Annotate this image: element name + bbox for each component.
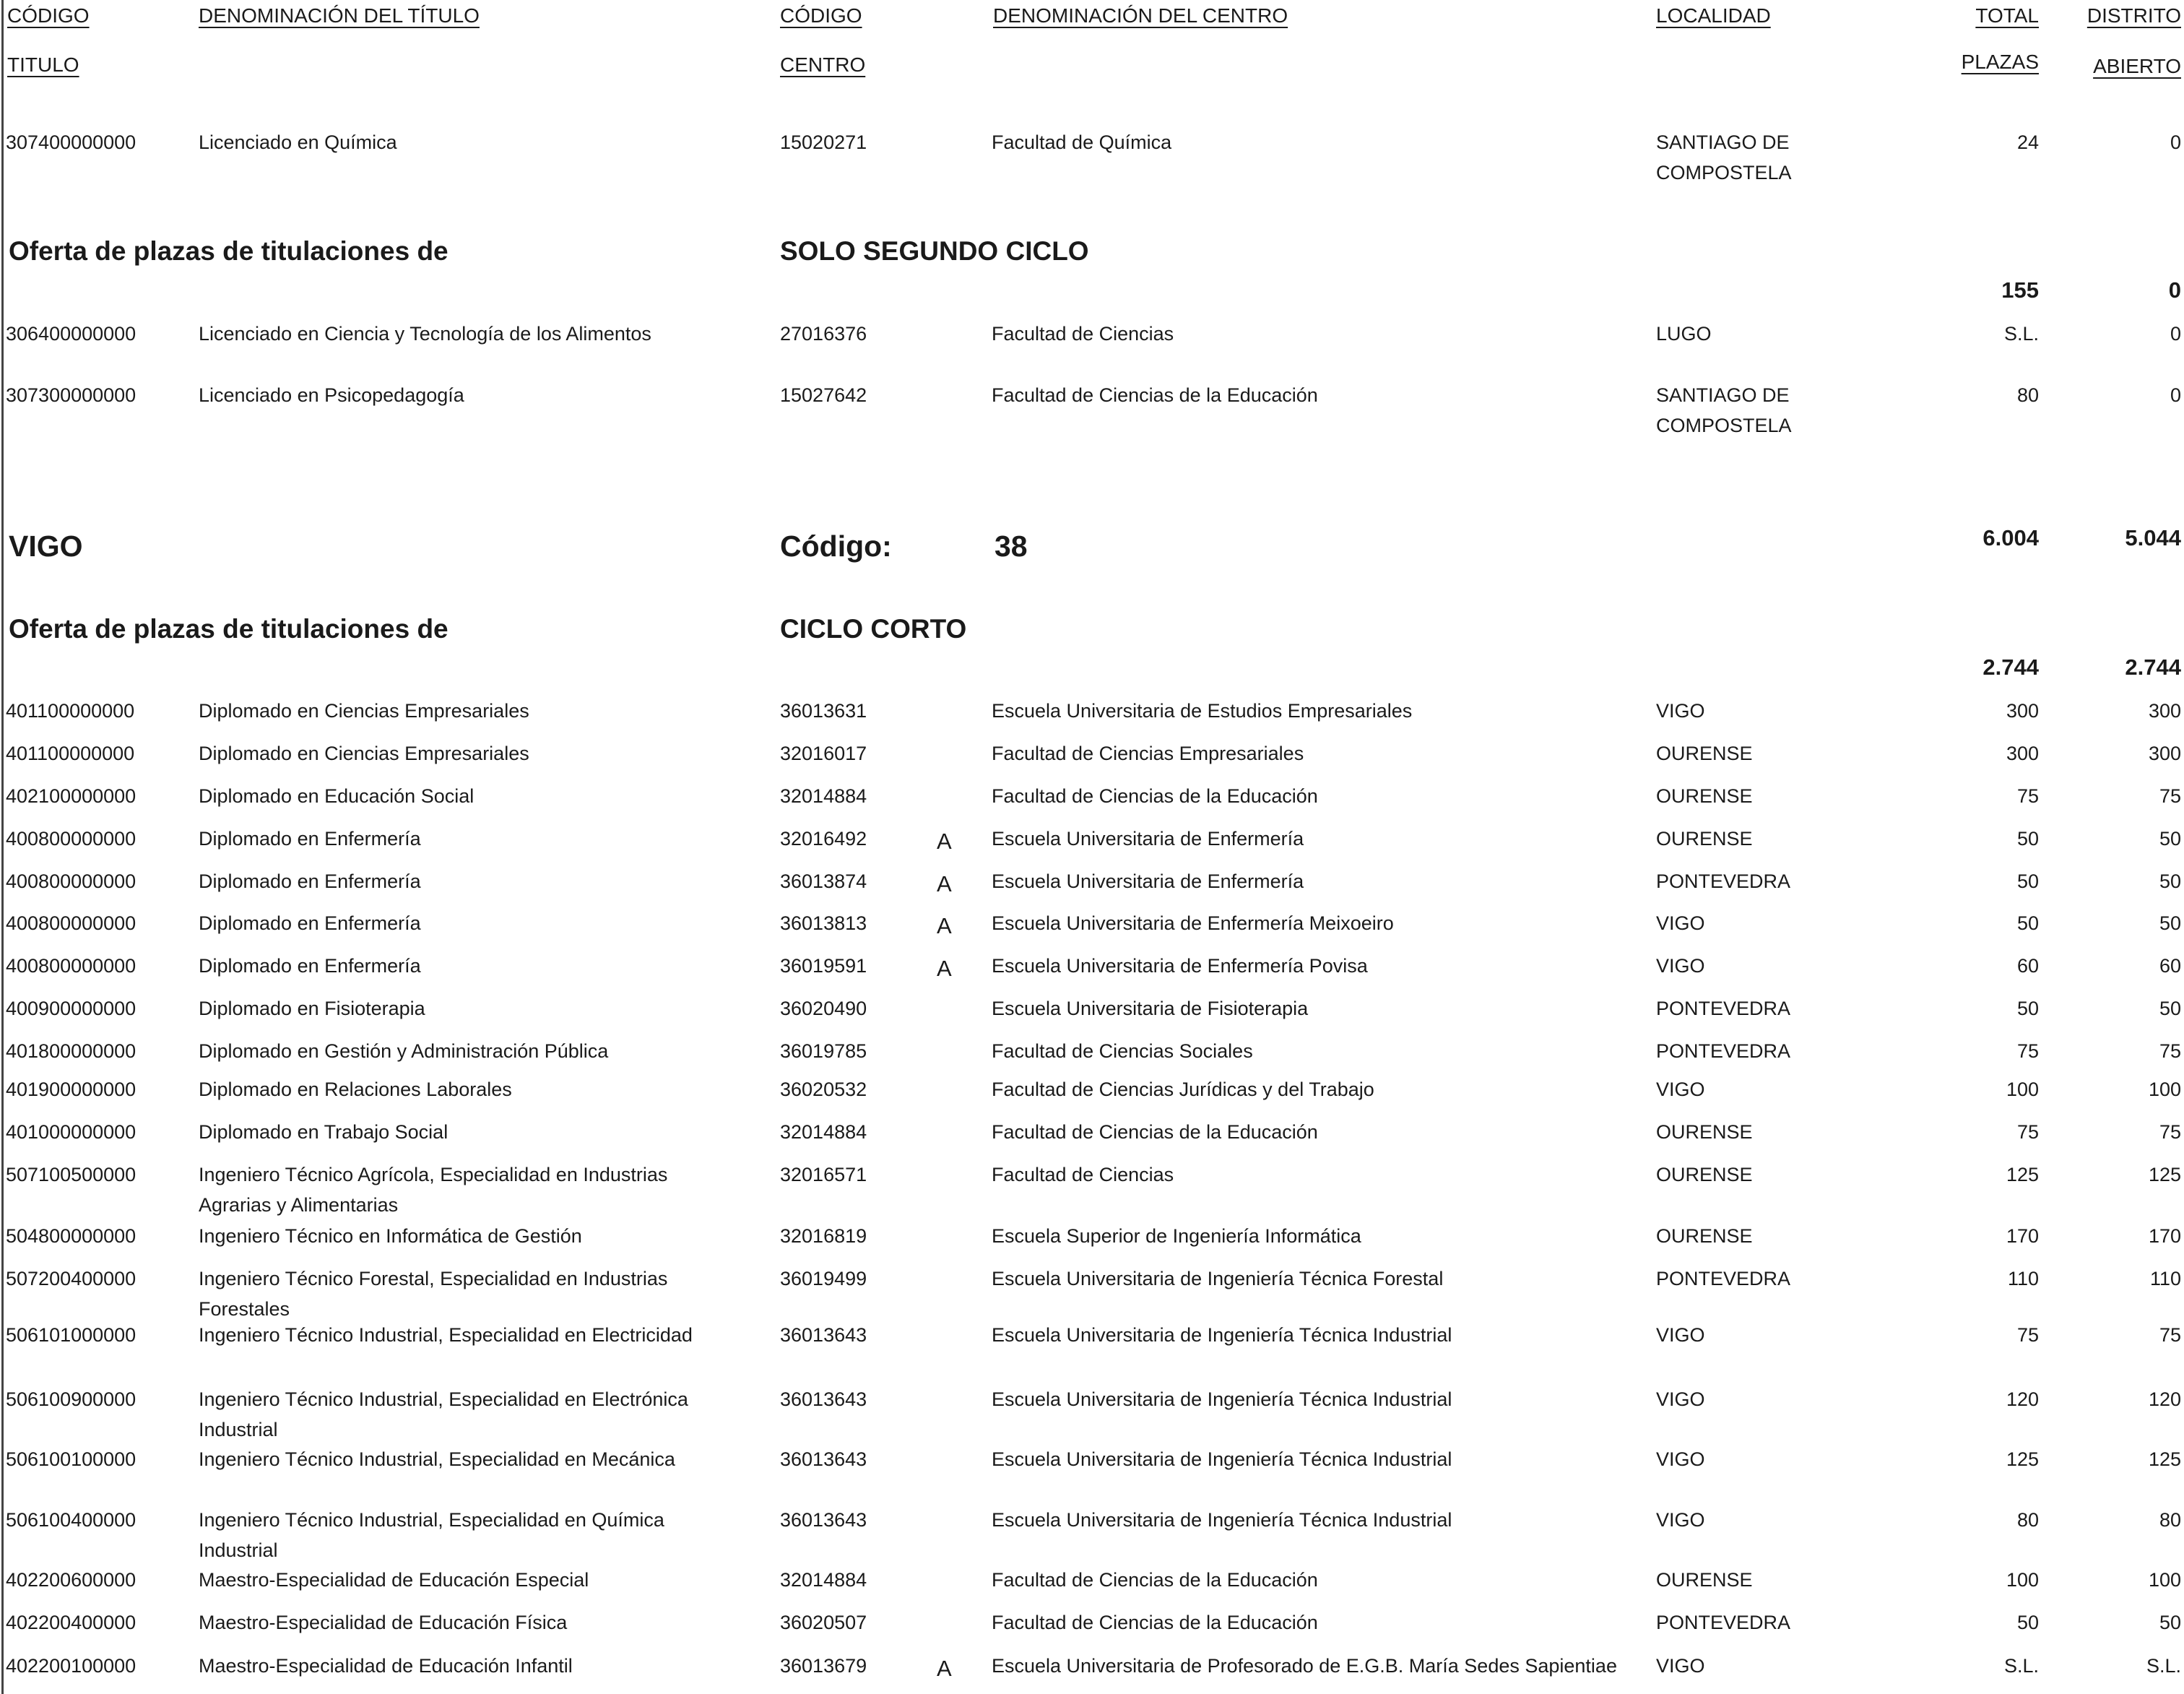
university-code-label: Código: bbox=[780, 530, 892, 563]
cell-total-plazas: 60 bbox=[2016, 955, 2039, 977]
cell-codigo-centro: 36013874 bbox=[780, 870, 867, 892]
cell-codigo-titulo: 401000000000 bbox=[6, 1121, 136, 1143]
cell-distrito-abierto: 110 bbox=[2149, 1268, 2181, 1289]
section-total: 2.744 bbox=[1982, 654, 2039, 680]
cell-codigo-centro: 36013643 bbox=[780, 1388, 867, 1410]
cell-localidad: PONTEVEDRA bbox=[1656, 1268, 1791, 1289]
cell-localidad: OURENSE bbox=[1656, 1164, 1753, 1185]
cell-codigo-centro: 36013643 bbox=[780, 1448, 867, 1470]
cell-codigo-centro: 32014884 bbox=[780, 785, 867, 807]
header-codigo-centro: CÓDIGO bbox=[780, 4, 862, 27]
cell-distrito-abierto: 60 bbox=[2159, 955, 2181, 977]
cell-codigo-centro: 36019591 bbox=[780, 955, 867, 977]
cell-denominacion-centro: Facultad de Ciencias bbox=[992, 323, 1174, 345]
cell-codigo-titulo: 400800000000 bbox=[6, 955, 136, 977]
cell-codigo-titulo: 401100000000 bbox=[6, 700, 135, 722]
cell-localidad: PONTEVEDRA bbox=[1656, 998, 1791, 1019]
cell-codigo-titulo: 307300000000 bbox=[6, 384, 136, 406]
cell-codigo-centro: 36019499 bbox=[780, 1268, 867, 1289]
cell-localidad: OURENSE bbox=[1656, 785, 1753, 807]
cell-denominacion-titulo: Diplomado en Gestión y Administración Pública bbox=[199, 1040, 609, 1062]
cell-codigo-centro: 15020271 bbox=[780, 131, 867, 153]
cell-codigo-centro: 36013643 bbox=[780, 1324, 867, 1346]
cell-denominacion-titulo: Ingeniero Técnico en Informática de Gestión bbox=[199, 1225, 582, 1247]
cell-localidad: VIGO bbox=[1656, 1655, 1705, 1677]
cell-distrito-abierto: S.L. bbox=[2146, 1655, 2181, 1677]
cell-localidad: OURENSE bbox=[1656, 1225, 1753, 1247]
cell-codigo-centro: 27016376 bbox=[780, 323, 867, 345]
cell-denominacion-titulo: Ingeniero Técnico Industrial, Especialidad en Química bbox=[199, 1509, 664, 1531]
university-code: 38 bbox=[994, 530, 1028, 563]
header-denominacion-centro: DENOMINACIÓN DEL CENTRO bbox=[993, 4, 1288, 27]
cell-localidad: PONTEVEDRA bbox=[1656, 1612, 1791, 1633]
cell-codigo-centro: 36013679 bbox=[780, 1655, 867, 1677]
cell-distrito-abierto: 75 bbox=[2159, 1121, 2181, 1143]
cell-denominacion-titulo: Diplomado en Ciencias Empresariales bbox=[199, 743, 529, 764]
cell-mark: A bbox=[937, 871, 952, 896]
cell-denominacion-titulo: Diplomado en Enfermería bbox=[199, 870, 421, 892]
cell-denominacion-titulo: Diplomado en Educación Social bbox=[199, 785, 474, 807]
cell-codigo-titulo: 400800000000 bbox=[6, 912, 136, 934]
cell-distrito-abierto: 0 bbox=[2170, 384, 2181, 406]
section-total: 155 bbox=[2001, 277, 2039, 303]
cell-denominacion-centro: Facultad de Ciencias de la Educación bbox=[992, 785, 1318, 807]
cell-denominacion-titulo: Licenciado en Química bbox=[199, 131, 397, 153]
cell-codigo-titulo: 506100400000 bbox=[6, 1509, 136, 1531]
cell-denominacion-centro: Escuela Universitaria de Ingeniería Técnica Industrial bbox=[992, 1448, 1452, 1470]
cell-denominacion-centro: Facultad de Ciencias Empresariales bbox=[992, 743, 1304, 764]
cell-denominacion-centro: Facultad de Ciencias bbox=[992, 1164, 1174, 1185]
cell-denominacion-titulo: Ingeniero Técnico Agrícola, Especialidad en Industrias bbox=[199, 1164, 668, 1185]
section-type: SOLO SEGUNDO CICLO bbox=[780, 236, 1089, 266]
cell-codigo-titulo: 507200400000 bbox=[6, 1268, 136, 1289]
cell-codigo-titulo: 402200400000 bbox=[6, 1612, 136, 1633]
cell-codigo-titulo: 402200100000 bbox=[6, 1655, 136, 1677]
cell-denominacion-centro: Facultad de Ciencias Jurídicas y del Trabajo bbox=[992, 1079, 1374, 1100]
cell-denominacion-titulo-cont: Industrial bbox=[199, 1539, 278, 1561]
cell-denominacion-centro: Escuela Universitaria de Enfermería Meixoeiro bbox=[992, 912, 1394, 934]
cell-localidad: VIGO bbox=[1656, 1509, 1705, 1531]
cell-distrito-abierto: 170 bbox=[2148, 1225, 2181, 1247]
cell-total-plazas: 120 bbox=[2006, 1388, 2039, 1410]
cell-total-plazas: 300 bbox=[2006, 700, 2039, 722]
cell-total-plazas: 80 bbox=[2016, 1509, 2039, 1531]
cell-distrito-abierto: 100 bbox=[2148, 1569, 2181, 1591]
cell-codigo-centro: 36013813 bbox=[780, 912, 867, 934]
cell-codigo-titulo: 504800000000 bbox=[6, 1225, 136, 1247]
cell-denominacion-centro: Facultad de Ciencias de la Educación bbox=[992, 1569, 1318, 1591]
section-label: Oferta de plazas de titulaciones de bbox=[9, 236, 448, 266]
cell-localidad: VIGO bbox=[1656, 1388, 1705, 1410]
cell-total-plazas: 50 bbox=[2016, 912, 2039, 934]
cell-localidad: PONTEVEDRA bbox=[1656, 870, 1791, 892]
cell-denominacion-titulo: Diplomado en Relaciones Laborales bbox=[199, 1079, 512, 1100]
cell-denominacion-centro: Escuela Universitaria de Ingeniería Técnica Industrial bbox=[992, 1324, 1452, 1346]
cell-distrito-abierto: 300 bbox=[2148, 700, 2181, 722]
cell-denominacion-titulo: Ingeniero Técnico Industrial, Especialidad en Electricidad bbox=[199, 1324, 693, 1346]
cell-denominacion-centro: Escuela Universitaria de Profesorado de E.G.B. María Sedes Sapientiae bbox=[992, 1655, 1617, 1677]
cell-total-plazas: 300 bbox=[2006, 743, 2039, 764]
cell-distrito-abierto: 50 bbox=[2159, 870, 2181, 892]
cell-distrito-abierto: 120 bbox=[2148, 1388, 2181, 1410]
cell-codigo-centro: 36019785 bbox=[780, 1040, 867, 1062]
cell-codigo-titulo: 507100500000 bbox=[6, 1164, 136, 1185]
header-total-plazas-2: PLAZAS bbox=[1961, 51, 2039, 73]
section-open: 2.744 bbox=[2125, 654, 2181, 680]
cell-distrito-abierto: 75 bbox=[2159, 785, 2181, 807]
cell-codigo-titulo: 400800000000 bbox=[6, 828, 136, 850]
cell-denominacion-titulo: Diplomado en Enfermería bbox=[199, 828, 421, 850]
cell-total-plazas: 50 bbox=[2016, 828, 2039, 850]
cell-distrito-abierto: 50 bbox=[2159, 912, 2181, 934]
cell-codigo-titulo: 506101000000 bbox=[6, 1324, 136, 1346]
cell-codigo-titulo: 306400000000 bbox=[6, 323, 136, 345]
cell-codigo-titulo: 400900000000 bbox=[6, 998, 136, 1019]
cell-localidad: SANTIAGO DE bbox=[1656, 384, 1790, 406]
cell-distrito-abierto: 125 bbox=[2148, 1448, 2181, 1470]
cell-denominacion-titulo-cont: Agrarias y Alimentarias bbox=[199, 1194, 399, 1216]
cell-denominacion-titulo-cont: Industrial bbox=[199, 1419, 278, 1440]
cell-codigo-titulo: 401800000000 bbox=[6, 1040, 136, 1062]
cell-codigo-centro: 32016017 bbox=[780, 743, 867, 764]
cell-total-plazas: S.L. bbox=[2003, 323, 2039, 345]
header-distrito-abierto: DISTRITO bbox=[2086, 4, 2181, 27]
cell-distrito-abierto: 50 bbox=[2159, 1612, 2181, 1633]
cell-distrito-abierto: 0 bbox=[2170, 131, 2181, 153]
cell-total-plazas: S.L. bbox=[2003, 1655, 2039, 1677]
cell-codigo-centro: 36020507 bbox=[780, 1612, 867, 1633]
cell-mark: A bbox=[937, 956, 952, 981]
cell-distrito-abierto: 0 bbox=[2170, 323, 2181, 345]
cell-denominacion-titulo: Maestro-Especialidad de Educación Física bbox=[199, 1612, 568, 1633]
cell-total-plazas: 50 bbox=[2016, 1612, 2039, 1633]
cell-localidad: VIGO bbox=[1656, 912, 1705, 934]
cell-localidad: OURENSE bbox=[1656, 1569, 1753, 1591]
cell-total-plazas: 75 bbox=[2016, 1324, 2039, 1346]
cell-codigo-centro: 32016819 bbox=[780, 1225, 867, 1247]
cell-denominacion-titulo: Diplomado en Trabajo Social bbox=[199, 1121, 448, 1143]
cell-total-plazas: 170 bbox=[2006, 1225, 2039, 1247]
cell-denominacion-titulo: Diplomado en Enfermería bbox=[199, 912, 421, 934]
cell-denominacion-titulo: Ingeniero Técnico Industrial, Especialidad en Mecánica bbox=[199, 1448, 675, 1470]
cell-localidad: VIGO bbox=[1656, 1324, 1705, 1346]
cell-localidad: OURENSE bbox=[1656, 828, 1753, 850]
cell-total-plazas: 100 bbox=[2006, 1079, 2039, 1100]
cell-localidad: OURENSE bbox=[1656, 1121, 1753, 1143]
cell-total-plazas: 50 bbox=[2016, 998, 2039, 1019]
header-codigo-centro-2: CENTRO bbox=[780, 53, 866, 76]
cell-codigo-centro: 36020532 bbox=[780, 1079, 867, 1100]
cell-codigo-centro: 32014884 bbox=[780, 1569, 867, 1591]
header-codigo-titulo-2: TITULO bbox=[7, 53, 79, 76]
cell-denominacion-centro: Escuela Universitaria de Ingeniería Técnica Industrial bbox=[992, 1509, 1452, 1531]
cell-localidad: OURENSE bbox=[1656, 743, 1753, 764]
cell-total-plazas: 24 bbox=[2016, 131, 2039, 153]
header-total-plazas: TOTAL bbox=[1975, 4, 2039, 27]
cell-denominacion-titulo-cont: Forestales bbox=[199, 1298, 290, 1320]
cell-total-plazas: 75 bbox=[2016, 1040, 2039, 1062]
cell-total-plazas: 80 bbox=[2016, 384, 2039, 406]
cell-codigo-centro: 36013643 bbox=[780, 1509, 867, 1531]
university-open: 5.044 bbox=[2125, 525, 2181, 550]
cell-denominacion-titulo: Ingeniero Técnico Forestal, Especialidad en Industrias bbox=[199, 1268, 668, 1289]
cell-localidad: VIGO bbox=[1656, 1079, 1705, 1100]
section-open: 0 bbox=[2168, 277, 2181, 303]
cell-localidad: VIGO bbox=[1656, 955, 1705, 977]
cell-total-plazas: 125 bbox=[2006, 1164, 2039, 1185]
cell-codigo-centro: 32014884 bbox=[780, 1121, 867, 1143]
header-distrito-abierto-2: ABIERTO bbox=[2093, 55, 2181, 77]
cell-denominacion-titulo: Maestro-Especialidad de Educación Especial bbox=[199, 1569, 589, 1591]
header-localidad: LOCALIDAD bbox=[1656, 4, 1771, 27]
cell-denominacion-titulo: Licenciado en Ciencia y Tecnología de los Alimentos bbox=[199, 323, 651, 345]
cell-total-plazas: 125 bbox=[2006, 1448, 2039, 1470]
cell-mark: A bbox=[937, 1656, 952, 1681]
section-label: Oferta de plazas de titulaciones de bbox=[9, 614, 448, 644]
cell-codigo-centro: 36013631 bbox=[780, 700, 867, 722]
cell-localidad: PONTEVEDRA bbox=[1656, 1040, 1791, 1062]
header-denominacion-titulo: DENOMINACIÓN DEL TÍTULO bbox=[199, 4, 480, 27]
cell-denominacion-titulo: Licenciado en Psicopedagogía bbox=[199, 384, 464, 406]
cell-codigo-titulo: 401900000000 bbox=[6, 1079, 136, 1100]
cell-distrito-abierto: 100 bbox=[2148, 1079, 2181, 1100]
cell-total-plazas: 110 bbox=[2007, 1268, 2039, 1289]
cell-distrito-abierto: 50 bbox=[2159, 828, 2181, 850]
cell-total-plazas: 75 bbox=[2016, 1121, 2039, 1143]
cell-denominacion-titulo: Diplomado en Fisioterapia bbox=[199, 998, 425, 1019]
university-name: VIGO bbox=[9, 530, 83, 563]
cell-distrito-abierto: 75 bbox=[2159, 1324, 2181, 1346]
cell-denominacion-centro: Escuela Universitaria de Ingeniería Técnica Forestal bbox=[992, 1268, 1444, 1289]
section-type: CICLO CORTO bbox=[780, 614, 967, 644]
cell-total-plazas: 50 bbox=[2016, 870, 2039, 892]
header-codigo-titulo: CÓDIGO bbox=[7, 4, 90, 27]
cell-denominacion-centro: Facultad de Ciencias de la Educación bbox=[992, 384, 1318, 406]
cell-localidad-cont: COMPOSTELA bbox=[1656, 415, 1792, 436]
cell-codigo-centro: 36020490 bbox=[780, 998, 867, 1019]
cell-codigo-titulo: 506100100000 bbox=[6, 1448, 136, 1470]
cell-mark: A bbox=[937, 829, 952, 854]
cell-codigo-centro: 32016571 bbox=[780, 1164, 867, 1185]
cell-distrito-abierto: 80 bbox=[2159, 1509, 2181, 1531]
cell-localidad: LUGO bbox=[1656, 323, 1712, 345]
cell-localidad: VIGO bbox=[1656, 1448, 1705, 1470]
cell-denominacion-titulo: Maestro-Especialidad de Educación Infantil bbox=[199, 1655, 573, 1677]
cell-denominacion-centro: Escuela Universitaria de Enfermería Povisa bbox=[992, 955, 1368, 977]
cell-mark: A bbox=[937, 913, 952, 938]
cell-codigo-titulo: 506100900000 bbox=[6, 1388, 136, 1410]
cell-localidad: SANTIAGO DE bbox=[1656, 131, 1790, 153]
cell-codigo-titulo: 402100000000 bbox=[6, 785, 136, 807]
cell-total-plazas: 100 bbox=[2006, 1569, 2039, 1591]
cell-denominacion-centro: Escuela Universitaria de Estudios Empresariales bbox=[992, 700, 1413, 722]
cell-localidad: VIGO bbox=[1656, 700, 1705, 722]
cell-codigo-titulo: 307400000000 bbox=[6, 131, 136, 153]
cell-denominacion-centro: Escuela Universitaria de Enfermería bbox=[992, 870, 1304, 892]
cell-denominacion-centro: Escuela Universitaria de Ingeniería Técnica Industrial bbox=[992, 1388, 1452, 1410]
cell-denominacion-centro: Escuela Universitaria de Fisioterapia bbox=[992, 998, 1309, 1019]
left-margin-rule bbox=[1, 0, 4, 1694]
cell-denominacion-titulo: Diplomado en Ciencias Empresariales bbox=[199, 700, 529, 722]
cell-denominacion-titulo: Ingeniero Técnico Industrial, Especialidad en Electrónica bbox=[199, 1388, 688, 1410]
cell-codigo-centro: 15027642 bbox=[780, 384, 867, 406]
cell-codigo-titulo: 400800000000 bbox=[6, 870, 136, 892]
cell-denominacion-centro: Facultad de Ciencias de la Educación bbox=[992, 1121, 1318, 1143]
cell-distrito-abierto: 125 bbox=[2148, 1164, 2181, 1185]
cell-denominacion-centro: Escuela Superior de Ingeniería Informática bbox=[992, 1225, 1361, 1247]
cell-total-plazas: 75 bbox=[2016, 785, 2039, 807]
cell-denominacion-titulo: Diplomado en Enfermería bbox=[199, 955, 421, 977]
cell-denominacion-centro: Facultad de Ciencias de la Educación bbox=[992, 1612, 1318, 1633]
cell-codigo-titulo: 402200600000 bbox=[6, 1569, 136, 1591]
cell-codigo-centro: 32016492 bbox=[780, 828, 867, 850]
cell-denominacion-centro: Escuela Universitaria de Enfermería bbox=[992, 828, 1304, 850]
cell-distrito-abierto: 300 bbox=[2148, 743, 2181, 764]
cell-distrito-abierto: 50 bbox=[2159, 998, 2181, 1019]
cell-codigo-titulo: 401100000000 bbox=[6, 743, 135, 764]
cell-denominacion-centro: Facultad de Química bbox=[992, 131, 1172, 153]
cell-distrito-abierto: 75 bbox=[2159, 1040, 2181, 1062]
cell-denominacion-centro: Facultad de Ciencias Sociales bbox=[992, 1040, 1253, 1062]
university-total: 6.004 bbox=[1982, 525, 2039, 550]
cell-localidad-cont: COMPOSTELA bbox=[1656, 162, 1792, 183]
